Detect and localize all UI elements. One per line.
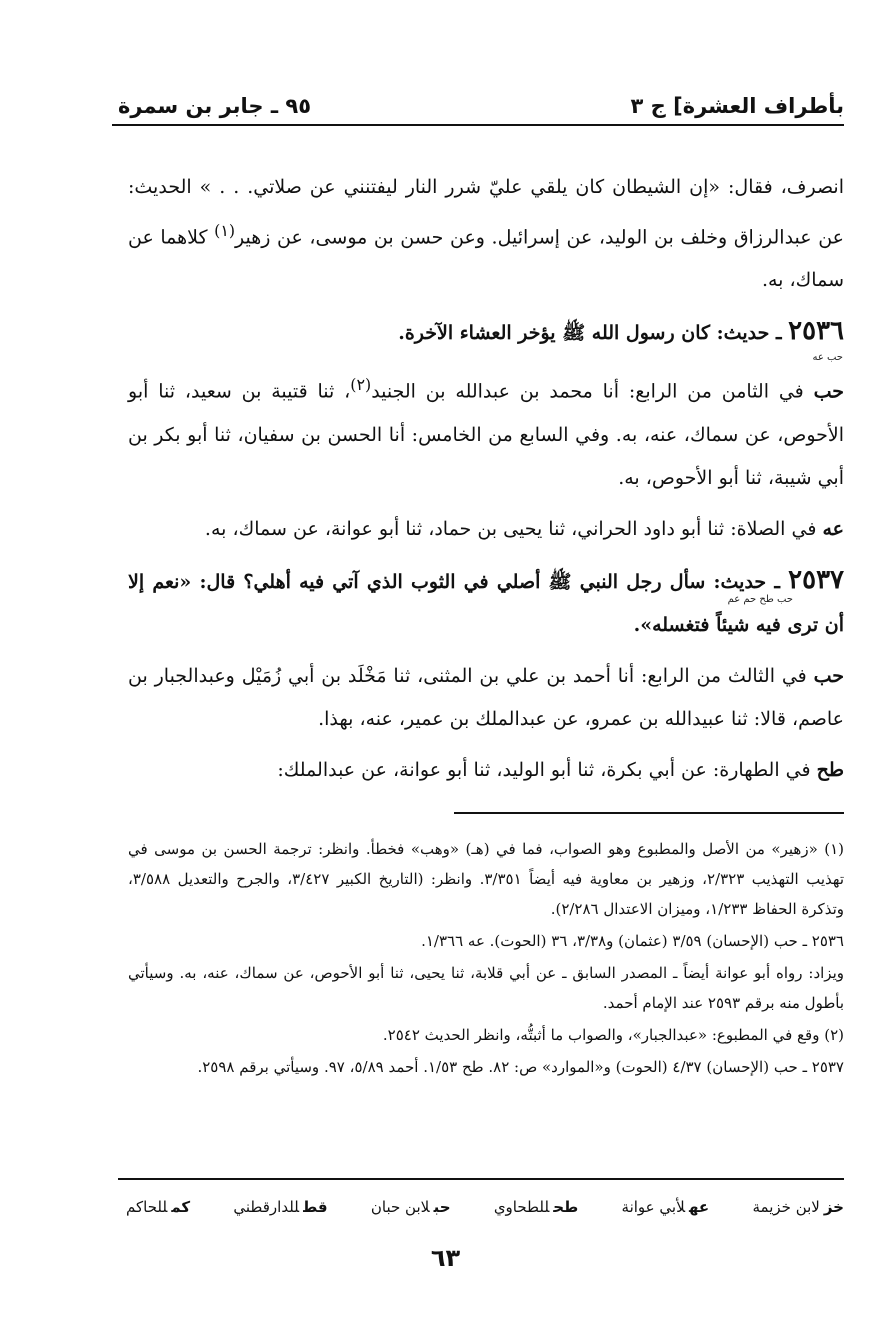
paragraph-ibn-hibban-1: حب في الثامن من الرابع: أنا محمد بن عبدالله بن الجنيد$^{(٢)}$، ثنا قتيبة بن سعيد، ثنا أبو الأحوص، عن سماك، عنه، به. وفي السابع من الخامس: أنا الحسن بن سفيان، ثنا أبو بكر بن أبي شيبة، ثنا أبو الأحوص، به.	[128, 375, 844, 489]
legend-item: طحللطحاوي	[493, 1198, 579, 1216]
legend-item: قطللدارقطني	[233, 1198, 328, 1216]
paragraph-tahawi: طح في الطهارة: عن أبي بكرة، ثنا أبو الوليد، ثنا أبو عوانة، عن عبدالملك:	[277, 758, 844, 781]
paragraph-abu-awana: عه في الصلاة: ثنا أبو داود الحراني، ثنا يحيى بن حماد، ثنا أبو عوانة، عن سماك، به.	[204, 517, 844, 540]
header-divider	[112, 124, 844, 126]
header-chapter-title: ٩٥ ـ جابر بن سمرة	[118, 94, 312, 118]
siglum: حب	[813, 664, 844, 687]
running-header	[118, 78, 844, 118]
siglum: حب	[813, 380, 844, 403]
hadith-title: ـ حديث: سأل رجل النبي ﷺ أصلي في الثوب الذي آتي فيه أهلي؟ قال: «نعم إلا أن ترى فيه شيئاً فتغسله».	[128, 570, 844, 636]
paragraph-ibn-hibban-2: حب في الثالث من الرابع: أنا أحمد بن علي بن المثنى، ثنا مَخْلَد بن أبي زُمَيْل وعبدالجبار بن عاصم، قالا: ثنا عبيدالله بن عمرو، عن عبدالملك بن عمير، عنه، بهذا.	[128, 664, 844, 730]
hadith-number: ٢٥٣٧	[788, 564, 844, 595]
footnote-divider	[454, 812, 844, 814]
hadith-number: ٢٥٣٦	[788, 316, 844, 347]
footnote-ref-2[interactable]: (٢)	[350, 375, 372, 395]
legend-divider	[118, 1178, 844, 1180]
marginal-sigla-2537: حب طح حم عم	[727, 594, 793, 605]
legend-item: حبلابن حبان	[370, 1198, 451, 1216]
siglum: عه	[822, 517, 844, 540]
footnote-1: (١) «زهير» من الأصل والمطبوع وهو الصواب، فما في (هـ) «وهب» فخطأ. وانظر: ترجمة الحسن بن موسى في تهذيب التهذيب ٢/٣٢٣، وزهير بن معاوية فيه أيضاً ٣/٣٥١. وانظر: (التاريخ الكبير ٣/٤٢٧، والجرح والتعديل ٣/٥٨٨، وتذكرة الحفاظ ١/٢٣٣، وميزان الاعتدال ٢/٢٨٦).	[128, 840, 845, 918]
paragraph-continuation: انصرف، فقال: «إن الشيطان كان يلقي عليّ شرر النار ليفتنني عن صلاتي. . . » الحديث: عن عبدالرزاق وخلف بن الوليد، عن إسرائيل. وعن حسن بن موسى، عن زهير$^{(١)}$ كلاهما عن سماك، به.	[128, 176, 844, 292]
legend-item: عهلأبي عوانة	[621, 1198, 710, 1216]
footnote-addition: ويزاد: رواه أبو عوانة أيضاً ـ المصدر السابق ـ عن أبي قلابة، ثنا يحيى، ثنا أبو الأحوص، عن سماك، عنه، به. وسيأتي بأطول منه برقم ٢٥٩٣ عند الإمام أحمد.	[128, 964, 844, 1012]
legend-item: كمللحاكم	[126, 1198, 191, 1216]
main-text	[128, 166, 844, 800]
footnote-takhrij-2537: ٢٥٣٧ ـ حب (الإحسان) ٤/٣٧ (الحوت) و«الموارد» ص: ٨٢. طح ١/٥٣. أحمد ٥/٨٩، ٩٧. وسيأتي برقم ٢٥٩٨.	[197, 1058, 844, 1076]
footnotes	[128, 834, 844, 1084]
footnote-takhrij-2536: ٢٥٣٦ ـ حب (الإحسان) ٣/٥٩ (عثمان) و٣/٣٨، ٣٦ (الحوت). عه ١/٣٦٦.	[421, 932, 844, 950]
header-book-title: بأطراف العشرة] ج ٣	[630, 94, 844, 118]
sigla-legend	[126, 1190, 844, 1224]
footnote-ref-1[interactable]: (١)	[214, 221, 236, 240]
legend-item: خزلابن خزيمة	[752, 1198, 844, 1216]
footnote-2: (٢) وقع في المطبوع: «عبدالجبار»، والصواب ما أثبتُّه، وانظر الحديث ٢٥٤٢.	[382, 1026, 844, 1044]
hadith-2536-heading	[128, 310, 844, 355]
marginal-sigla-2536: حب عه	[812, 352, 843, 363]
siglum: طح	[816, 758, 844, 781]
page-number: ٦٣	[430, 1244, 461, 1272]
hadith-title: ـ حديث: كان رسول الله ﷺ يؤخر العشاء الآخرة.	[398, 322, 789, 345]
